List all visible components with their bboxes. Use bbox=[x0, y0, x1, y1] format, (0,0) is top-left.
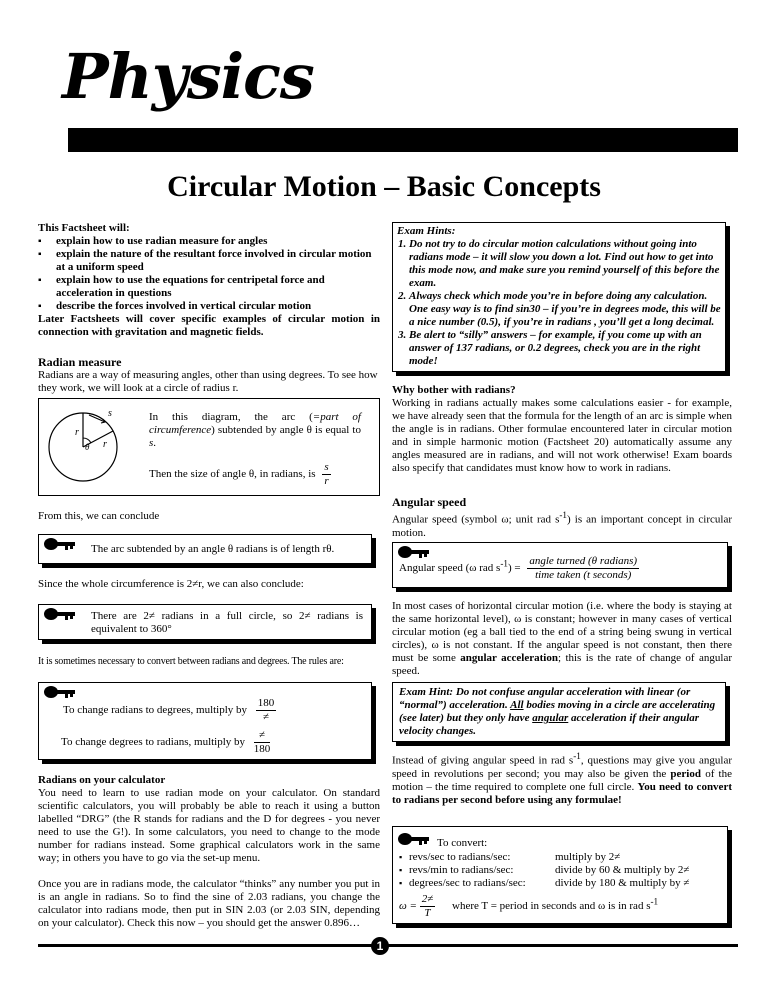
diagram-conclusion: Then the size of angle θ, in radians, is $\frac{s}{r}$ bbox=[149, 461, 329, 487]
calculator-heading: Radians on your calculator bbox=[38, 774, 166, 786]
list-item: 1. Do not try to do circular motion calculations without going into radians mode – it will slow you down a lot. Find out how to get into this mode now, and make sure you remind yourself of this before the exam. bbox=[409, 238, 721, 290]
list-item: ▪ revs/sec to radians/sec: multiply by 2≠ bbox=[399, 851, 719, 864]
radius-label: r bbox=[75, 427, 79, 438]
key-icon bbox=[43, 537, 77, 555]
since-text: Since the whole circumference is 2≠r, we can also conclude: bbox=[38, 578, 304, 590]
key-point-box bbox=[38, 534, 372, 564]
why-section bbox=[392, 384, 732, 475]
radian-diagram-box bbox=[38, 398, 380, 496]
list-item: 2. Always check which mode you’re in before doing any calculation. One easy way is to find sin30 – if you’re in degrees mode, this will be a nice number (0.5), if you’re in radians , you’ll get a long decimal. bbox=[409, 290, 721, 329]
conversion-rules-box bbox=[38, 682, 372, 760]
angular-intro: Angular speed (symbol ω; unit rad $s^{-1}$) is an important concept in circular motion. bbox=[392, 510, 732, 539]
why-heading: Why bother with radians? bbox=[392, 384, 516, 396]
convert-title: To convert: bbox=[437, 837, 488, 849]
rule-deg-to-rad: To change degrees to radians, multiply by $\frac{\ne}{180}$ bbox=[61, 729, 271, 755]
angular-hint-box bbox=[392, 682, 726, 742]
list-item: ▪ describe the forces involved in vertical circular motion bbox=[38, 300, 380, 313]
convert-note: It is sometimes necessary to convert between radians and degrees. The rules are: bbox=[38, 656, 344, 667]
rule-rad-to-deg: To change radians to degrees, multiply by $\frac{180}{\ne}$ bbox=[63, 697, 275, 723]
key-icon bbox=[397, 832, 431, 850]
angular-heading: Angular speed bbox=[392, 495, 467, 509]
factsheet-section bbox=[38, 222, 380, 339]
radian-heading: Radian measure bbox=[38, 355, 122, 369]
diagram-text: In this diagram, the arc (=part of circumference) subtended by angle θ is equal to s. bbox=[149, 411, 361, 449]
list-item: ▪ explain how to use the equations for centripetal force and acceleration in questions bbox=[38, 274, 380, 300]
radius-label: r bbox=[103, 439, 107, 450]
key-point-box bbox=[38, 604, 372, 640]
exam-hints-box bbox=[392, 222, 726, 372]
key-icon bbox=[43, 607, 77, 625]
factsheet-list bbox=[38, 235, 380, 313]
list-item: ▪ revs/min to radians/sec: divide by 60 & multiply by 2≠ bbox=[399, 864, 719, 877]
conclude-text: From this, we can conclude bbox=[38, 510, 160, 522]
list-item: ▪ degrees/sec to radians/sec: divide by 180 & multiply by ≠ bbox=[399, 877, 719, 890]
key-point-text: The arc subtended by an angle θ radians is of length rθ. bbox=[91, 543, 335, 555]
calculator-para-2: Once you are in radians mode, the calculator “thinks” any number you put in is an angle in radians. So to find the sine of 2.03 radians, you change the calculator into radians mode, then put in SIN 2.03 (or 2.03 SIN, depending on your calculator). Check this now – you should get the answer 0.896… bbox=[38, 878, 380, 929]
arc-label: s bbox=[108, 408, 112, 419]
physics-logo: Physics bbox=[62, 40, 314, 113]
list-item: 3. Be alert to “silly” answers – for example, if you come up with an answer of 137 radians, or 0.2 degrees, check you are in the right mode! bbox=[409, 329, 721, 368]
theta-label: θ bbox=[85, 442, 90, 452]
factsheet-later: Later Factsheets will cover specific examples of circular motion in connection with gravitation and magnetic fields. bbox=[38, 313, 380, 338]
circle-diagram bbox=[47, 402, 137, 492]
angular-section bbox=[392, 496, 732, 540]
exam-hints-list bbox=[397, 238, 721, 368]
header-bar bbox=[68, 128, 738, 152]
conversion-box bbox=[392, 826, 728, 924]
angular-para-2: Instead of giving angular speed in rad $s^{-1}$, questions may give you angular speed in revolutions per second; you may also be given the period of the motion – the time required to complete one full circle. You need to convert to radians per second before using any formulae! bbox=[392, 751, 732, 806]
conversion-list bbox=[399, 851, 719, 890]
list-item: ▪ explain the nature of the resultant force involved in circular motion at a uniform speed bbox=[38, 248, 380, 274]
angular-speed-formula: Angular speed (ω rad $s^{-1}$) = $\frac{\text{angle turned (θ radians)}}{\text{time taken (t seconds)}}$ bbox=[399, 555, 638, 581]
exam-hints-heading: Exam Hints: bbox=[397, 225, 456, 237]
factsheet-heading: This Factsheet will: bbox=[38, 222, 130, 234]
calculator-section bbox=[38, 774, 380, 930]
angular-para-1: In most cases of horizontal circular motion (i.e. where the body is staying at the same horizontal level), ω is constant; however in many cases of vertical circular motion (eg a ball tied to the end of a string being swung in vertical circles), ω is not constant. If the angular speed is not constant, then there must be some angular acceleration; this is the rate of change of angular speed. bbox=[392, 600, 732, 677]
page-number: 1 bbox=[371, 937, 389, 955]
angular-hint-text: Exam Hint: Do not confuse angular acceleration with linear (or “normal”) acceleration. All bodies moving in a circle are accelerating (see later) but they only have angular acceleration if their angular velocity changes. bbox=[399, 686, 716, 737]
page-title: Circular Motion – Basic Concepts bbox=[167, 170, 601, 203]
angular-speed-formula-box bbox=[392, 542, 728, 588]
radian-intro: Radians are a way of measuring angles, other than using degrees. To see how they work, we will look at a circle of radius r. bbox=[38, 369, 378, 394]
list-item: ▪ explain how to use radian measure for angles bbox=[38, 235, 380, 248]
key-point-text: There are 2≠ radians in a full circle, so 2≠ radians is equivalent to 360° bbox=[91, 610, 363, 635]
why-text: Working in radians actually makes some calculations easier - for example, we have already seen that the formula for the length of an arc is simple when the angle is in radians. Other formulae encountered later in circular motion and in simple harmonic motion (Factsheet 20) automatically assume any angles measured are in radians, and will not work otherwise! Exam boards also specify that candidates must know how to work in radians. bbox=[392, 397, 732, 474]
omega-formula: ω = $\frac{2\ne}{T}$ where T = period in seconds and ω is in rad $s^{-1}$ bbox=[399, 893, 659, 919]
radian-section bbox=[38, 356, 380, 395]
calculator-para-1: You need to learn to use radian mode on your calculator. On standard scientific calculators, you will probably be able to reach it using a button labelled “DRG” (the R stands for radians and the D for degrees - you never need to use the G!). In some calculators, you need to change to the mode number for radians instead. Some graphical calculators work in the same way; in others you have to go via the set-up menu. bbox=[38, 787, 380, 864]
